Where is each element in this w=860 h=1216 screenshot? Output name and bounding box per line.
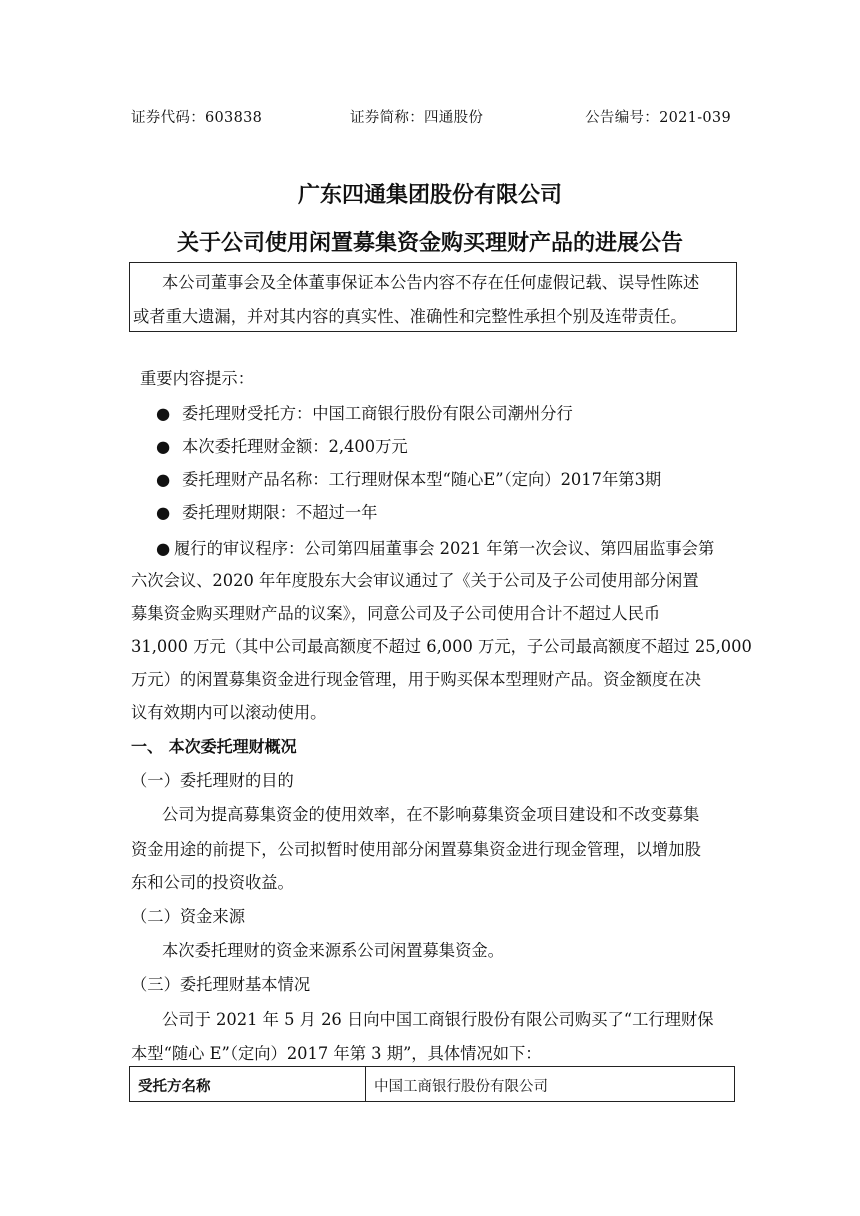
bullet-icon: ● <box>156 404 171 423</box>
stock-code: 证券代码：603838 <box>131 110 263 126</box>
bullet-icon: ● <box>156 503 171 522</box>
review-procedure-line: 万元）的闲置募集资金进行现金管理，用于购买保本型理财产品。资金额度在决 <box>131 670 701 689</box>
paragraph-line: 本型“随心 E”（定向）2017 年第 3 期”，具体情况如下： <box>131 1044 542 1063</box>
board-guarantee-notice <box>129 262 737 332</box>
highlight-item <box>156 499 377 523</box>
announcement-title: 关于公司使用闲置募集资金购买理财产品的进展公告 <box>176 231 683 256</box>
highlight-text: 委托理财受托方：中国工商银行股份有限公司潮州分行 <box>182 404 573 423</box>
review-procedure-line: 募集资金购买理财产品的议案》，同意公司及子公司使用合计不超过人民币 <box>131 604 661 623</box>
notice-line: 本公司董事会及全体董事保证本公告内容不存在任何虚假记载、误导性陈述 <box>162 273 700 292</box>
bullet-icon: ● <box>156 539 171 558</box>
paragraph-line: 东和公司的投资收益。 <box>131 873 294 892</box>
announcement-number: 公告编号：2021-039 <box>585 110 731 126</box>
subsection-heading: （一）委托理财的目的 <box>131 771 294 790</box>
paragraph-line: 本次委托理财的资金来源系公司闲置募集资金。 <box>162 941 504 960</box>
table-value-cell: 中国工商银行股份有限公司 <box>374 1079 548 1095</box>
highlight-text: 本次委托理财金额：2,400万元 <box>182 437 408 456</box>
notice-line: 或者重大遗漏，并对其内容的真实性、准确性和完整性承担个别及连带责任。 <box>133 307 687 326</box>
highlight-item <box>156 433 408 457</box>
review-procedure-line: 六次会议、2020 年年度股东大会审议通过了《关于公司及子公司使用部分闲置 <box>131 571 699 590</box>
paragraph-line: 公司于 2021 年 5 月 26 日向中国工商银行股份有限公司购买了“工行理财保 <box>162 1010 714 1029</box>
company-title: 广东四通集团股份有限公司 <box>297 183 562 208</box>
highlight-item <box>156 466 661 490</box>
highlight-text: 委托理财期限：不超过一年 <box>182 503 378 522</box>
highlight-item <box>156 400 573 424</box>
paragraph-line: 公司为提高募集资金的使用效率，在不影响募集资金项目建设和不改变募集 <box>162 805 700 824</box>
section-heading: 一、 本次委托理财概况 <box>131 737 297 756</box>
subsection-heading: （二）资金来源 <box>131 907 245 926</box>
table-header-cell: 受托方名称 <box>130 1067 366 1101</box>
details-table <box>129 1066 735 1102</box>
review-procedure-line <box>156 535 714 559</box>
highlight-text: 委托理财产品名称：工行理财保本型“随心E”（定向）2017年第3期 <box>182 470 662 489</box>
bullet-icon: ● <box>156 470 171 489</box>
subsection-heading: （三）委托理财基本情况 <box>131 975 311 994</box>
bullet-icon: ● <box>156 437 171 456</box>
review-procedure-line: 议有效期内可以滚动使用。 <box>131 703 327 722</box>
stock-name: 证券简称：四通股份 <box>350 110 484 126</box>
review-text: 履行的审议程序：公司第四届董事会 2021 年第一次会议、第四届监事会第 <box>174 539 715 558</box>
review-procedure-line: 31,000 万元（其中公司最高额度不超过 6,000 万元，子公司最高额度不超过 25,000 <box>131 637 752 656</box>
paragraph-line: 资金用途的前提下，公司拟暂时使用部分闲置募集资金进行现金管理，以增加股 <box>131 840 701 859</box>
highlights-heading: 重要内容提示： <box>140 369 254 388</box>
